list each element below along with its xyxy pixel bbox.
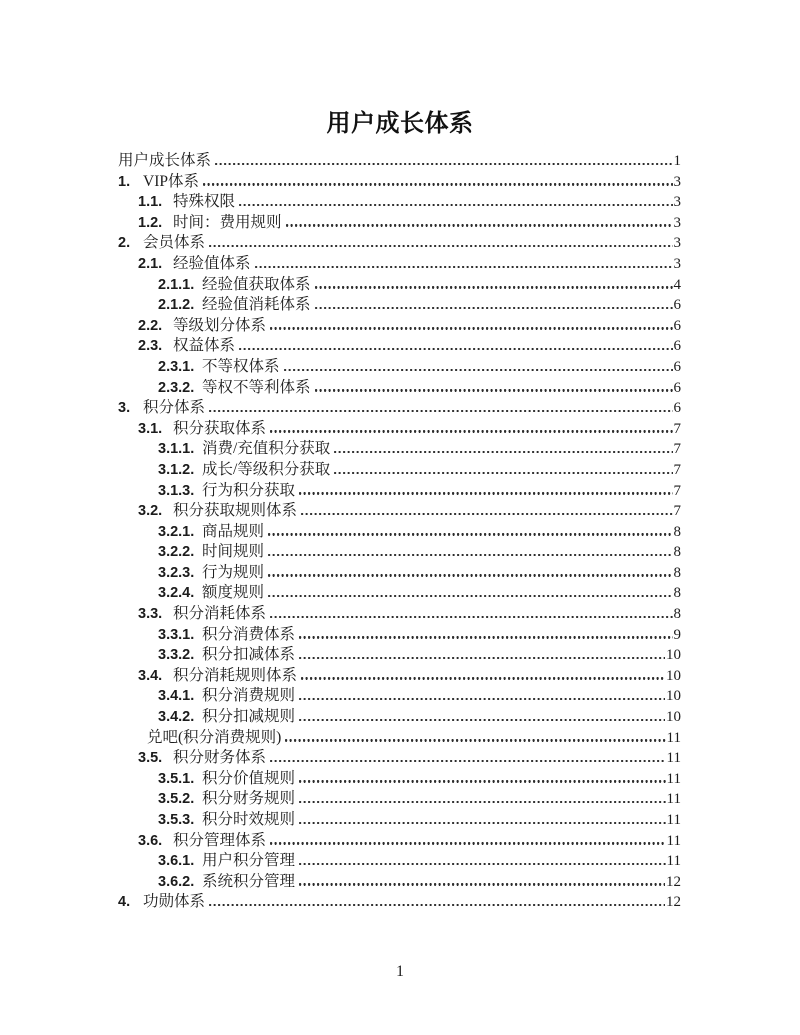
- toc-dot-leader: [270, 430, 672, 432]
- toc-dot-leader: [334, 451, 672, 453]
- toc-entry-page-number: 8: [673, 606, 681, 623]
- toc-entry-label: 消费/充值积分获取: [202, 440, 331, 458]
- toc-entry-page-number: 12: [666, 873, 681, 890]
- toc-entry-number: 4.: [118, 894, 131, 911]
- toc-entry-page-number: 11: [666, 812, 681, 828]
- toc-dot-leader: [215, 163, 672, 165]
- toc-entry-number: 3.2.2.: [158, 544, 195, 561]
- toc-entry-page-number: 4: [673, 276, 681, 293]
- toc-entry-label: 商品规则: [202, 522, 265, 540]
- toc-entry-label: 功勋体系: [143, 893, 206, 911]
- toc-entry[interactable]: [118, 316, 681, 337]
- toc-entry-page-number: 6: [673, 317, 681, 334]
- toc-entry[interactable]: [118, 645, 681, 666]
- toc-entry-page-number: 10: [666, 688, 681, 705]
- toc-entry-number: 3.4.1.: [158, 688, 195, 705]
- toc-entry-label: 成长/等级积分获取: [202, 460, 331, 478]
- toc-entry-label: 积分获取规则体系: [173, 502, 298, 520]
- toc-entry-label: 积分消费体系: [202, 625, 296, 643]
- toc-dot-leader: [315, 307, 673, 309]
- toc-dot-leader: [299, 657, 665, 659]
- toc-entry-label: 经验值获取体系: [202, 275, 311, 293]
- toc-entry-page-number: 9: [673, 626, 681, 643]
- toc-entry-page-number: 11: [666, 853, 681, 870]
- toc-entry-label: 积分扣减体系: [202, 646, 296, 664]
- toc-entry-number: 3.1.: [138, 420, 163, 437]
- toc-dot-leader: [315, 286, 673, 288]
- toc-entry-number: 2.: [118, 235, 131, 252]
- toc-entry-number: 3.2.4.: [158, 585, 195, 602]
- toc-entry-number: 3.6.2.: [158, 873, 195, 890]
- toc-entry-number: 1.2.: [138, 214, 163, 231]
- toc-dot-leader: [209, 410, 672, 412]
- toc-entry-page-number: 8: [673, 585, 681, 602]
- toc-dot-leader: [268, 595, 672, 597]
- toc-entry-number: 2.3.2.: [158, 379, 195, 396]
- toc-entry[interactable]: [118, 439, 681, 460]
- toc-dot-leader: [268, 533, 672, 535]
- toc-entry-number: 3.2.1.: [158, 523, 195, 540]
- toc-entry-label: 积分消费规则: [202, 687, 296, 705]
- toc-entry[interactable]: [118, 810, 681, 831]
- footer-page-number: 1: [396, 963, 404, 980]
- toc-entry-label: 额度规则: [202, 584, 265, 602]
- toc-entry[interactable]: [118, 831, 681, 852]
- toc-entry-label: 积分扣减规则: [202, 708, 296, 726]
- toc-entry-page-number: 10: [666, 647, 681, 664]
- toc-entry[interactable]: [118, 481, 681, 502]
- toc-dot-leader: [286, 224, 673, 226]
- toc-entry[interactable]: [118, 583, 681, 604]
- toc-entry-page-number: 8: [673, 564, 681, 581]
- toc-entry-number: 2.1.: [138, 255, 163, 272]
- toc-entry-page-number: 11: [666, 750, 681, 767]
- toc-entry-number: 3.1.2.: [158, 461, 195, 478]
- toc-entry-label: 积分财务体系: [173, 749, 267, 767]
- toc-dot-leader: [284, 369, 673, 371]
- toc-entry[interactable]: [118, 522, 681, 543]
- toc-dot-leader: [285, 739, 665, 741]
- toc-entry[interactable]: [118, 275, 681, 296]
- toc-entry[interactable]: [118, 398, 681, 419]
- toc-entry-number: 3.5.2.: [158, 791, 195, 808]
- toc-entry-label: 时间：费用规则: [173, 213, 282, 231]
- table-of-contents: [118, 151, 681, 913]
- toc-dot-leader: [299, 883, 665, 885]
- toc-entry[interactable]: [118, 213, 681, 234]
- toc-entry-page-number: 7: [673, 441, 681, 458]
- toc-entry-label: 积分财务规则: [202, 790, 296, 808]
- toc-entry-label: 积分管理体系: [173, 831, 267, 849]
- toc-dot-leader: [270, 616, 672, 618]
- toc-entry-number: 3.4.2.: [158, 709, 195, 726]
- toc-entry-page-number: 8: [673, 523, 681, 540]
- toc-entry-page-number: 6: [673, 297, 681, 314]
- toc-entry-number: 3.6.: [138, 832, 163, 849]
- toc-entry-number: 3.4.: [138, 667, 163, 684]
- toc-dot-leader: [209, 904, 665, 906]
- toc-entry-number: 3.5.3.: [158, 812, 195, 828]
- toc-entry-number: 1.: [118, 173, 131, 190]
- toc-entry-number: 3.: [118, 400, 131, 417]
- toc-dot-leader: [334, 472, 672, 474]
- toc-entry-label: 会员体系: [143, 234, 206, 252]
- toc-dot-leader: [268, 574, 672, 576]
- toc-entry-page-number: 7: [673, 503, 681, 520]
- toc-entry-page-number: 6: [673, 358, 681, 375]
- toc-entry[interactable]: [118, 254, 681, 275]
- toc-entry-label: 用户积分管理: [202, 852, 296, 870]
- toc-entry[interactable]: [118, 501, 681, 522]
- toc-entry-label: 积分消耗规则体系: [173, 666, 298, 684]
- toc-entry-number: 3.2.: [138, 503, 163, 520]
- toc-entry-label: 积分消耗体系: [173, 605, 267, 623]
- toc-dot-leader: [299, 636, 672, 638]
- toc-dot-leader: [270, 327, 672, 329]
- toc-entry[interactable]: [118, 378, 681, 399]
- toc-entry-number: 2.3.: [138, 338, 163, 355]
- toc-dot-leader: [239, 204, 672, 206]
- toc-entry[interactable]: [118, 192, 681, 213]
- toc-entry-page-number: 7: [673, 420, 681, 437]
- toc-entry-number: 2.3.1.: [158, 358, 195, 375]
- toc-entry-page-number: 10: [666, 667, 681, 684]
- toc-entry[interactable]: [118, 295, 681, 316]
- toc-entry-page-number: 6: [673, 400, 681, 417]
- toc-entry-number: 2.2.: [138, 317, 163, 334]
- toc-dot-leader: [299, 698, 665, 700]
- toc-entry[interactable]: [118, 625, 681, 646]
- toc-dot-leader: [299, 492, 672, 494]
- toc-entry-number: 3.2.3.: [158, 564, 195, 581]
- toc-dot-leader: [299, 822, 666, 824]
- toc-entry-number: 3.1.1.: [158, 441, 195, 458]
- toc-entry-page-number: 10: [666, 709, 681, 726]
- toc-entry-label: 行为规则: [202, 563, 265, 581]
- toc-dot-leader: [299, 780, 666, 782]
- toc-dot-leader: [301, 513, 672, 515]
- toc-entry[interactable]: [118, 563, 681, 584]
- toc-entry-page-number: 6: [673, 338, 681, 355]
- toc-entry-label: 积分时效规则: [202, 811, 296, 828]
- toc-entry-number: 3.5.: [138, 750, 163, 767]
- toc-entry[interactable]: [118, 336, 681, 357]
- toc-dot-leader: [255, 266, 673, 268]
- toc-dot-leader: [301, 677, 665, 679]
- toc-entry-page-number: 3: [673, 194, 681, 211]
- toc-entry[interactable]: [118, 357, 681, 378]
- toc-dot-leader: [239, 348, 672, 350]
- toc-entry-page-number: 8: [673, 544, 681, 561]
- toc-entry-number: 3.3.1.: [158, 626, 195, 643]
- toc-entry-page-number: 11: [666, 832, 681, 849]
- toc-entry-label: 积分价值规则: [202, 769, 296, 787]
- toc-entry-label: 特殊权限: [173, 193, 236, 211]
- toc-entry[interactable]: [118, 686, 681, 707]
- toc-dot-leader: [203, 183, 673, 185]
- toc-entry-page-number: 11: [666, 770, 681, 787]
- toc-entry-label: 时间规则: [202, 543, 265, 561]
- toc-entry[interactable]: [118, 769, 681, 790]
- toc-dot-leader: [299, 719, 665, 721]
- toc-entry-number: 3.1.3.: [158, 482, 195, 499]
- toc-entry-number: 3.6.1.: [158, 853, 195, 870]
- toc-entry-page-number: 3: [673, 255, 681, 272]
- toc-entry-page-number: 1: [673, 153, 681, 169]
- toc-entry[interactable]: [118, 892, 681, 913]
- toc-entry-number: 1.1.: [138, 194, 163, 211]
- toc-entry-label: 用户成长体系: [118, 152, 212, 169]
- toc-dot-leader: [299, 801, 666, 803]
- toc-entry-label: 等级划分体系: [173, 316, 267, 334]
- toc-entry-label: 积分获取体系: [173, 419, 267, 437]
- toc-entry[interactable]: [118, 419, 681, 440]
- toc-entry[interactable]: [118, 151, 681, 172]
- toc-entry-page-number: 12: [666, 894, 681, 911]
- toc-entry-page-number: 11: [666, 729, 681, 746]
- toc-entry[interactable]: [118, 789, 681, 810]
- toc-entry-number: 3.3.2.: [158, 647, 195, 664]
- toc-entry-page-number: 3: [673, 235, 681, 252]
- toc-entry[interactable]: [118, 604, 681, 625]
- toc-entry[interactable]: [118, 666, 681, 687]
- toc-entry[interactable]: [118, 851, 681, 872]
- toc-entry-label: 权益体系: [173, 337, 236, 355]
- toc-entry-label: 行为积分获取: [202, 481, 296, 499]
- document-title: 用户成长体系: [326, 111, 474, 137]
- toc-dot-leader: [270, 842, 666, 844]
- toc-entry-label: VIP体系: [143, 172, 199, 190]
- toc-dot-leader: [268, 554, 672, 556]
- toc-entry[interactable]: [118, 460, 681, 481]
- toc-dot-leader: [270, 760, 666, 762]
- toc-entry-page-number: 6: [673, 379, 681, 396]
- toc-dot-leader: [315, 389, 673, 391]
- toc-entry-page-number: 7: [673, 461, 681, 478]
- toc-entry-label: 经验值消耗体系: [202, 296, 311, 314]
- toc-entry[interactable]: [118, 872, 681, 893]
- toc-entry-page-number: 11: [666, 791, 681, 808]
- toc-entry[interactable]: [118, 542, 681, 563]
- toc-entry-page-number: 7: [673, 482, 681, 499]
- toc-entry[interactable]: [118, 707, 681, 728]
- toc-entry[interactable]: [118, 728, 681, 749]
- toc-entry-page-number: 3: [673, 214, 681, 231]
- toc-entry-label: 等权不等利体系: [202, 378, 311, 396]
- toc-entry-number: 3.5.1.: [158, 770, 195, 787]
- toc-entry-number: 2.1.1.: [158, 276, 195, 293]
- toc-entry-number: 2.1.2.: [158, 297, 195, 314]
- toc-dot-leader: [209, 245, 672, 247]
- toc-entry-label: 经验值体系: [173, 254, 251, 272]
- toc-entry-label: 积分体系: [143, 399, 206, 417]
- toc-entry-label: 兑吧(积分消费规则): [147, 728, 282, 746]
- toc-entry-number: 3.3.: [138, 606, 163, 623]
- toc-entry[interactable]: [118, 172, 681, 193]
- toc-dot-leader: [299, 863, 666, 865]
- toc-entry-page-number: 3: [673, 173, 681, 190]
- toc-entry-label: 系统积分管理: [202, 872, 296, 890]
- toc-entry-label: 不等权体系: [202, 357, 280, 375]
- toc-entry[interactable]: [118, 233, 681, 254]
- page-footer: [0, 963, 800, 981]
- toc-entry[interactable]: [118, 748, 681, 769]
